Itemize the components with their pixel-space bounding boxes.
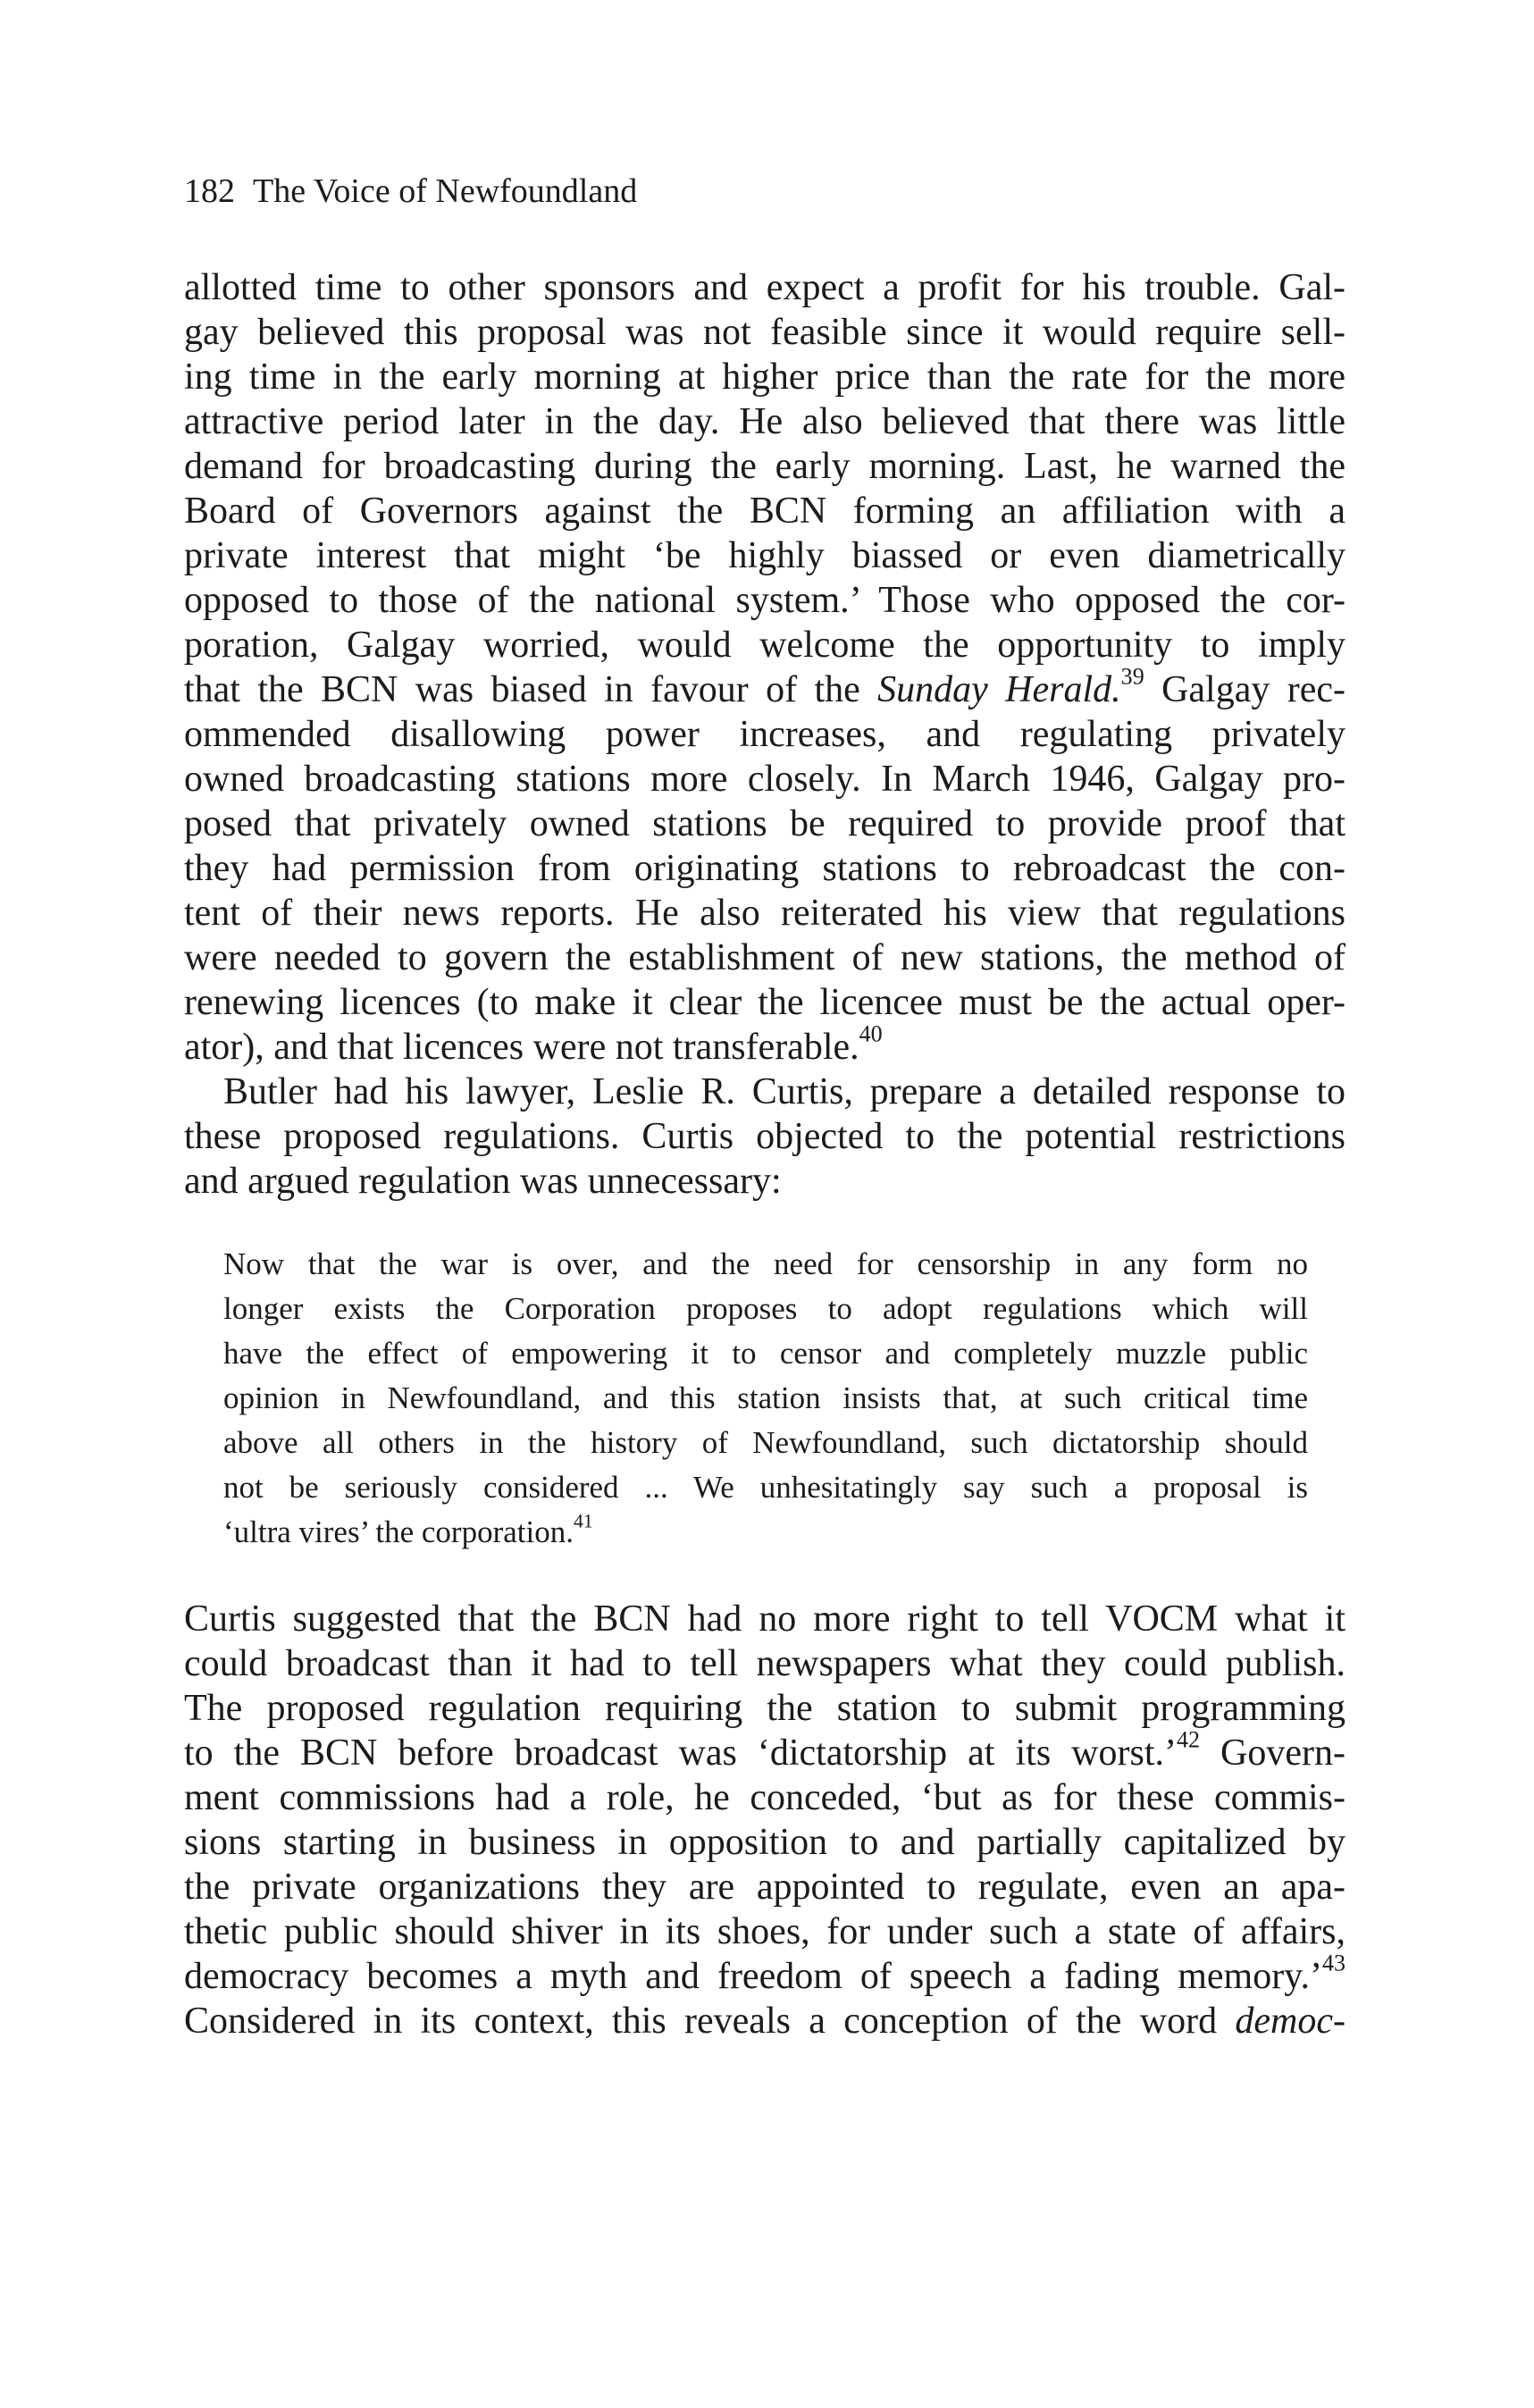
book-title: The Voice of Newfoundland xyxy=(253,172,638,210)
text-line: gay believed this proposal was not feasible since it would require sell- xyxy=(184,312,1345,353)
text-line: could broadcast than it had to tell newspapers what they could publish. xyxy=(184,1643,1345,1684)
text-line: private interest that might ‘be highly biassed or even diametrically xyxy=(184,535,1345,576)
quote-line xyxy=(223,1510,1308,1555)
footnote-ref: 39 xyxy=(1120,663,1144,690)
text-run: ‘ultra vires’ the corporation. xyxy=(223,1514,574,1549)
text-line: demand for broadcasting during the early morning. Last, he warned the xyxy=(184,446,1345,487)
text-line: sions starting in business in opposition to and partially capitalized by xyxy=(184,1822,1345,1863)
text-run: to the BCN before broadcast was ‘dictatorship at its worst.’ xyxy=(184,1733,1177,1774)
block-quote xyxy=(223,1242,1308,1555)
text-line: they had permission from originating stations to rebroadcast the con- xyxy=(184,848,1345,889)
newspaper-title: Sunday Herald. xyxy=(877,669,1121,710)
text-line: owned broadcasting stations more closely. In March 1946, Galgay pro- xyxy=(184,759,1345,800)
paragraph xyxy=(184,265,1345,1070)
paragraph xyxy=(184,1070,1345,1204)
text-line: thetic public should shiver in its shoes, for under such a state of affairs, xyxy=(184,1911,1345,1952)
footnote-ref: 42 xyxy=(1177,1726,1201,1753)
quote-line: opinion in Newfoundland, and this station insists that, at such critical time xyxy=(223,1380,1308,1415)
paragraph xyxy=(184,1597,1345,2043)
text-run: democracy becomes a myth and freedom of speech a fading memory.’ xyxy=(184,1956,1322,1997)
quote-line: above all others in the history of Newfoundland, such dictatorship should xyxy=(223,1425,1308,1460)
text-line: Curtis suggested that the BCN had no more right to tell VOCM what it xyxy=(184,1598,1345,1640)
text-line: The proposed regulation requiring the station to submit programming xyxy=(184,1688,1345,1729)
text-run: Galgay rec- xyxy=(1144,669,1345,710)
text-line: ing time in the early morning at higher price than the rate for the more xyxy=(184,357,1345,398)
text-line: Butler had his lawyer, Leslie R. Curtis, prepare a detailed response to xyxy=(223,1071,1345,1112)
text-run: ator), and that licences were not transferable. xyxy=(184,1027,859,1068)
footnote-ref: 40 xyxy=(859,1020,883,1047)
text-line: tent of their news reports. He also reiterated his view that regulations xyxy=(184,893,1345,934)
text-line: opposed to those of the national system.’ Those who opposed the cor- xyxy=(184,580,1345,621)
text-line: ommended disallowing power increases, and regulating privately xyxy=(184,714,1345,755)
quote-line: Now that the war is over, and the need for censorship in any form no xyxy=(223,1246,1308,1281)
italic-word: democ- xyxy=(1235,2001,1345,2042)
text-run: Govern- xyxy=(1200,1733,1345,1774)
text-line: allotted time to other sponsors and expect a profit for his trouble. Gal- xyxy=(184,267,1345,308)
footnote-ref: 41 xyxy=(573,1510,593,1532)
text-line: renewing licences (to make it clear the licencee must be the actual oper- xyxy=(184,982,1345,1023)
text-run: Considered in its context, this reveals a conception of the word xyxy=(184,2001,1236,2042)
text-line xyxy=(184,663,1345,712)
text-line: poration, Galgay worried, would welcome the opportunity to imply xyxy=(184,625,1345,666)
quote-line: not be seriously considered ... We unhesitatingly say such a proposal is xyxy=(223,1470,1308,1505)
text-line: and argued regulation was unnecessary: xyxy=(184,1161,782,1202)
text-line: were needed to govern the establishment of new stations, the method of xyxy=(184,937,1345,978)
quote-line: have the effect of empowering it to censor and completely muzzle public xyxy=(223,1336,1308,1371)
quote-line: longer exists the Corporation proposes to adopt regulations which will xyxy=(223,1291,1308,1326)
text-line xyxy=(184,1726,1345,1775)
text-line: the private organizations they are appointed to regulate, even an apa- xyxy=(184,1867,1345,1908)
text-line: posed that privately owned stations be required to provide proof that xyxy=(184,803,1345,844)
text-line: Board of Governors against the BCN forming an affiliation with a xyxy=(184,491,1345,532)
page-number: 182 xyxy=(184,172,235,210)
footnote-ref: 43 xyxy=(1321,1950,1345,1976)
text-line: these proposed regulations. Curtis objected to the potential restrictions xyxy=(184,1116,1345,1157)
running-head xyxy=(184,170,637,213)
text-line: ment commissions had a role, he conceded, ‘but as for these commis- xyxy=(184,1777,1345,1818)
text-line xyxy=(184,1950,1345,1999)
text-line: attractive period later in the day. He also believed that there was little xyxy=(184,401,1345,442)
text-run: that the BCN was biased in favour of the xyxy=(184,669,878,710)
text-line xyxy=(184,1999,1345,2043)
text-line xyxy=(184,1020,1345,1070)
